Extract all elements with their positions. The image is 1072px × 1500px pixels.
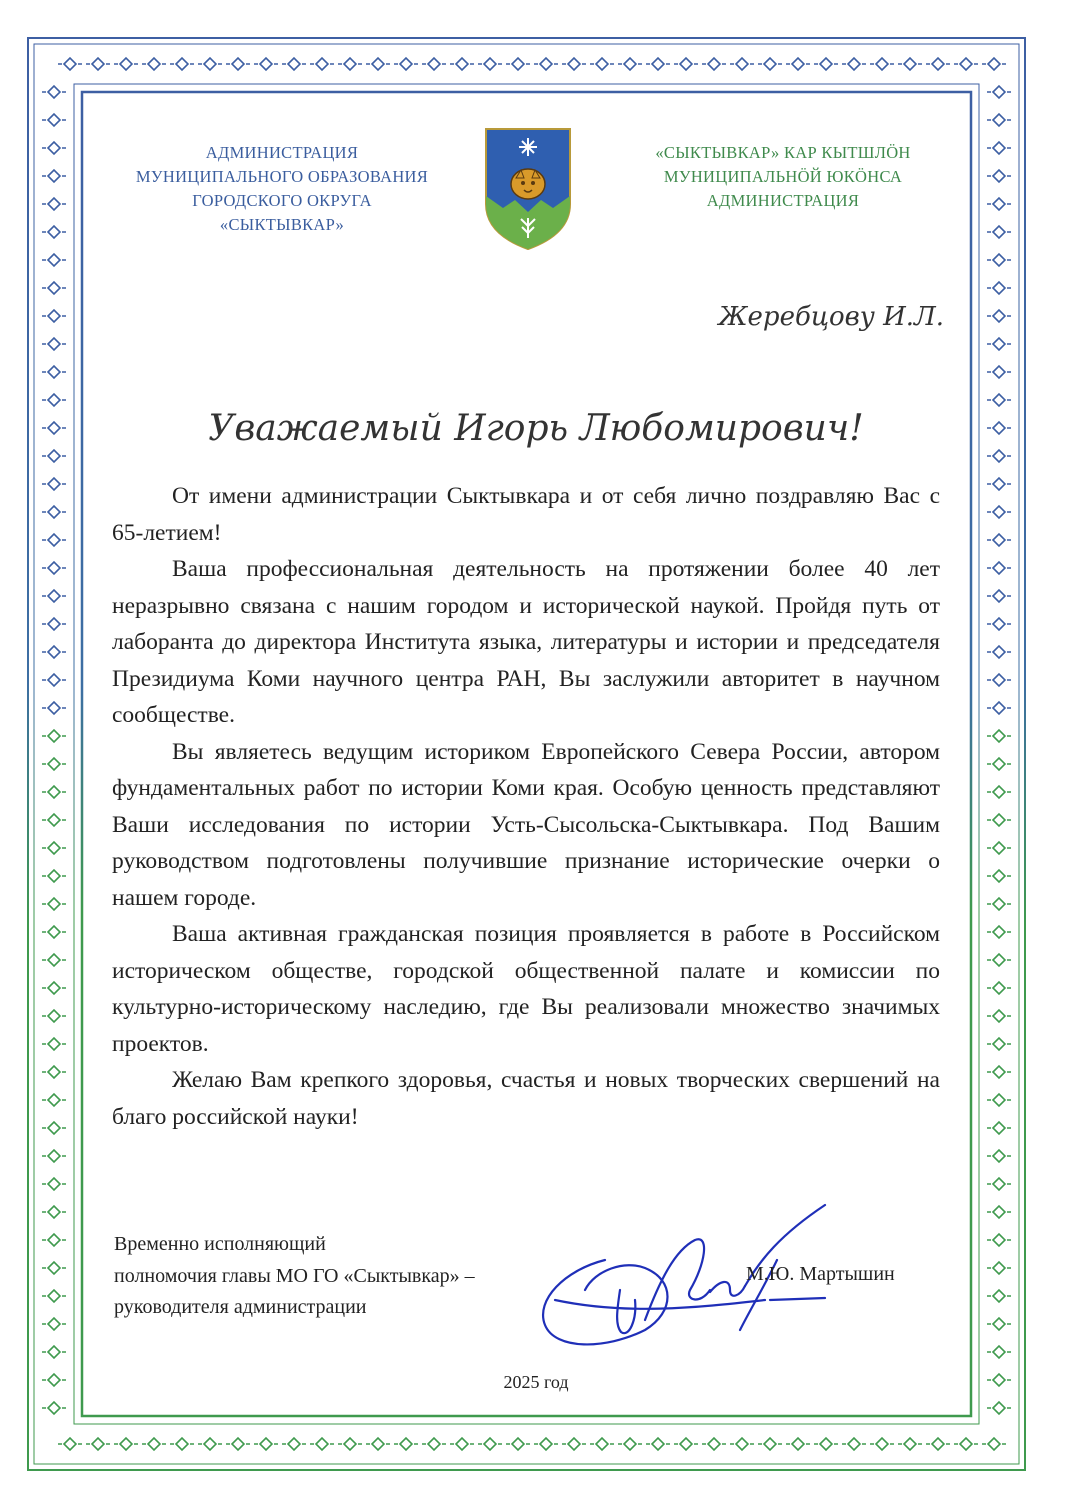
border-ornament-motif — [926, 1438, 950, 1450]
border-ornament-motif — [42, 926, 66, 938]
border-ornament-motif — [42, 618, 66, 630]
border-ornament-motif — [114, 1438, 138, 1450]
border-ornament-motif — [58, 1438, 82, 1450]
border-ornament-motif — [987, 926, 1011, 938]
border-ornament-motif — [987, 394, 1011, 406]
border-ornament-motif — [758, 58, 782, 70]
border-ornament-motif — [702, 1438, 726, 1450]
border-ornament-motif — [814, 58, 838, 70]
border-ornament-motif — [758, 1438, 782, 1450]
border-ornament-motif — [786, 58, 810, 70]
handwritten-signature — [525, 1200, 835, 1380]
border-ornament-motif — [987, 170, 1011, 182]
border-ornament-motif — [590, 58, 614, 70]
signatory-title-line: руководителя администрации — [114, 1296, 367, 1318]
border-ornament-motif — [282, 58, 306, 70]
border-ornament-motif — [42, 786, 66, 798]
border-ornament-motif — [987, 786, 1011, 798]
border-ornament-motif — [987, 310, 1011, 322]
header-komi-line: МУНИЦИПАЛЬНÖЙ ЮКÖНСА — [663, 167, 903, 186]
border-ornament-motif — [814, 1438, 838, 1450]
border-ornament-motif — [987, 1206, 1011, 1218]
border-ornament-motif — [86, 1438, 110, 1450]
border-ornament-motif — [42, 478, 66, 490]
signatory-title-line: Временно исполняющий — [114, 1233, 326, 1255]
border-ornament-motif — [987, 618, 1011, 630]
border-ornament-motif — [310, 58, 334, 70]
border-ornament-motif — [987, 254, 1011, 266]
border-ornament-motif — [450, 58, 474, 70]
border-ornament-motif — [987, 534, 1011, 546]
border-ornament-motif — [987, 1234, 1011, 1246]
border-ornament-motif — [42, 226, 66, 238]
border-ornament-motif — [674, 1438, 698, 1450]
border-ornament-motif — [590, 1438, 614, 1450]
letter-body — [112, 478, 940, 1135]
border-ornament-motif — [987, 842, 1011, 854]
border-ornament-motif — [170, 58, 194, 70]
border-ornament-motif — [506, 58, 530, 70]
border-ornament-motif — [987, 1346, 1011, 1358]
body-paragraph: Вы являетесь ведущим историком Европейского Севера России, автором фундаментальных работ по истории Коми края. Особую ценность представляют Ваши исследования по истории Усть-Сысольска-Сыктывкара. Под Вашим руководством подготовлены получившие признание исторические очерки о нашем городе. — [112, 738, 940, 911]
border-ornament-motif — [618, 58, 642, 70]
border-ornament-motif — [987, 590, 1011, 602]
body-paragraph: Желаю Вам крепкого здоровья, счастья и новых творческих свершений на благо российской науки! — [112, 1067, 940, 1130]
border-ornament-motif — [987, 646, 1011, 658]
border-ornament-motif — [282, 1438, 306, 1450]
border-ornament-motif — [987, 898, 1011, 910]
border-ornament-motif — [42, 1150, 66, 1162]
border-ornament-motif — [42, 646, 66, 658]
border-ornament-motif — [954, 58, 978, 70]
border-ornament-motif — [987, 86, 1011, 98]
header-komi-line: АДМИНИСТРАЦИЯ — [706, 191, 860, 210]
addressee: Жеребцову И.Л. — [718, 302, 944, 332]
border-ornament-motif — [42, 450, 66, 462]
border-ornament-motif — [987, 702, 1011, 714]
border-ornament-motif — [870, 58, 894, 70]
border-ornament-motif — [366, 1438, 390, 1450]
border-ornament-motif — [842, 58, 866, 70]
border-ornament-motif — [987, 562, 1011, 574]
border-ornament-motif — [926, 58, 950, 70]
border-ornament-motif — [42, 982, 66, 994]
border-ornament-motif — [987, 954, 1011, 966]
border-ornament-motif — [987, 450, 1011, 462]
border-ornament-motif — [506, 1438, 530, 1450]
border-ornament-motif — [42, 730, 66, 742]
border-ornament-motif — [478, 1438, 502, 1450]
border-ornament-motif — [42, 1038, 66, 1050]
border-ornament-motif — [58, 58, 82, 70]
border-ornament-motif — [702, 58, 726, 70]
border-ornament-motif — [42, 310, 66, 322]
border-ornament-motif — [394, 58, 418, 70]
signatory-name: М.Ю. Мартышин — [746, 1263, 895, 1285]
border-ornament-motif — [842, 1438, 866, 1450]
border-ornament-motif — [987, 226, 1011, 238]
border-ornament-motif — [987, 1038, 1011, 1050]
border-ornament-motif — [42, 534, 66, 546]
border-ornament-motif — [674, 58, 698, 70]
border-ornament-motif — [366, 58, 390, 70]
coat-of-arms-icon — [483, 126, 573, 252]
border-ornament-motif — [987, 1318, 1011, 1330]
border-ornament-motif — [86, 58, 110, 70]
border-ornament-motif — [987, 1122, 1011, 1134]
border-ornament-motif — [42, 590, 66, 602]
border-ornament-motif — [646, 1438, 670, 1450]
border-ornament-motif — [987, 142, 1011, 154]
header-organization-komi — [628, 141, 938, 213]
border-ornament-motif — [42, 758, 66, 770]
border-ornament-motif — [898, 58, 922, 70]
border-ornament-motif — [42, 1066, 66, 1078]
border-ornament-motif — [42, 254, 66, 266]
border-ornament-motif — [42, 338, 66, 350]
border-ornament-motif — [987, 506, 1011, 518]
border-ornament-motif — [987, 674, 1011, 686]
border-ornament-motif — [42, 1122, 66, 1134]
border-ornament-motif — [987, 198, 1011, 210]
border-ornament-motif — [42, 898, 66, 910]
salutation: Уважаемый Игорь Любомирович! — [208, 408, 864, 449]
border-ornament-motif — [142, 1438, 166, 1450]
border-ornament-motif — [987, 982, 1011, 994]
border-ornament-motif — [42, 1318, 66, 1330]
signatory-title — [114, 1229, 475, 1324]
border-ornament-motif — [42, 814, 66, 826]
border-ornament-motif — [982, 58, 1006, 70]
border-ornament-motif — [42, 1262, 66, 1274]
border-ornament-motif — [987, 1094, 1011, 1106]
border-ornament-motif — [898, 1438, 922, 1450]
header-ru-line: АДМИНИСТРАЦИЯ — [205, 143, 359, 162]
border-ornament-motif — [534, 1438, 558, 1450]
border-ornament-motif — [987, 1290, 1011, 1302]
letter-year: 2025 год — [503, 1372, 569, 1392]
border-ornament-motif — [987, 366, 1011, 378]
border-ornament-motif — [987, 114, 1011, 126]
border-ornament-motif — [987, 1010, 1011, 1022]
border-ornament-motif — [987, 1178, 1011, 1190]
border-ornament-motif — [987, 1150, 1011, 1162]
border-ornament-motif — [42, 142, 66, 154]
border-ornament-motif — [42, 1206, 66, 1218]
body-paragraph: Ваша активная гражданская позиция проявляется в работе в Российском историческом обществе, городской общественной палате и комиссии по культурно-историческому наследию, где Вы реализовали множество значимых проектов. — [112, 921, 940, 1057]
border-ornament-motif — [987, 338, 1011, 350]
border-ornament-motif — [42, 870, 66, 882]
border-ornament-motif — [42, 1010, 66, 1022]
border-ornament-motif — [310, 1438, 334, 1450]
border-ornament-motif — [42, 702, 66, 714]
header-ru-line: ГОРОДСКОГО ОКРУГА — [192, 191, 372, 210]
border-ornament-motif — [142, 58, 166, 70]
border-ornament-motif — [987, 1066, 1011, 1078]
border-ornament-motif — [422, 1438, 446, 1450]
border-ornament-motif — [987, 282, 1011, 294]
border-ornament-motif — [42, 1234, 66, 1246]
border-ornament-motif — [982, 1438, 1006, 1450]
border-ornament-motif — [42, 86, 66, 98]
border-ornament-motif — [226, 58, 250, 70]
border-ornament-motif — [42, 954, 66, 966]
border-ornament-motif — [730, 1438, 754, 1450]
body-paragraph: Ваша профессиональная деятельность на протяжении более 40 лет неразрывно связана с нашим городом и исторической наукой. Пройдя путь от лаборанта до директора Института языка, литературы и истории и председателя Президиума Коми научного центра РАН, Вы заслужили авторитет в научном сообществе. — [112, 556, 940, 728]
border-ornament-motif — [170, 1438, 194, 1450]
border-ornament-motif — [226, 1438, 250, 1450]
border-ornament-motif — [394, 1438, 418, 1450]
border-ornament-motif — [646, 58, 670, 70]
border-ornament-motif — [534, 58, 558, 70]
border-ornament-motif — [450, 1438, 474, 1450]
border-ornament-motif — [562, 1438, 586, 1450]
border-ornament-motif — [42, 114, 66, 126]
header-ru-line: МУНИЦИПАЛЬНОГО ОБРАЗОВАНИЯ — [135, 167, 429, 186]
border-ornament-motif — [42, 282, 66, 294]
border-ornament-motif — [42, 394, 66, 406]
border-ornament-motif — [42, 170, 66, 182]
border-ornament-motif — [198, 58, 222, 70]
border-ornament-motif — [42, 1094, 66, 1106]
border-ornament-motif — [987, 1262, 1011, 1274]
border-ornament-motif — [114, 58, 138, 70]
border-ornament-motif — [42, 562, 66, 574]
border-ornament-motif — [198, 1438, 222, 1450]
border-ornament-motif — [954, 1438, 978, 1450]
border-ornament-motif — [42, 674, 66, 686]
border-ornament-motif — [987, 1402, 1011, 1414]
border-ornament-motif — [42, 1290, 66, 1302]
border-ornament-motif — [42, 1178, 66, 1190]
border-ornament-motif — [338, 1438, 362, 1450]
signatory-title-line: полномочия главы МО ГО «Сыктывкар» – — [114, 1264, 475, 1287]
border-ornament-motif — [618, 1438, 642, 1450]
header-ru-line: «СЫКТЫВКАР» — [219, 215, 345, 234]
border-ornament-motif — [254, 58, 278, 70]
border-ornament-motif — [730, 58, 754, 70]
border-ornament-motif — [987, 870, 1011, 882]
border-ornament-motif — [786, 1438, 810, 1450]
body-paragraph: От имени администрации Сыктывкара и от себя лично поздравляю Вас с 65-летием! — [112, 483, 940, 546]
border-ornament-motif — [42, 366, 66, 378]
border-ornament-motif — [562, 58, 586, 70]
border-ornament-motif — [987, 758, 1011, 770]
border-ornament-motif — [42, 1346, 66, 1358]
border-ornament-motif — [42, 506, 66, 518]
border-ornament-motif — [254, 1438, 278, 1450]
border-ornament-motif — [987, 478, 1011, 490]
border-ornament-motif — [422, 58, 446, 70]
border-ornament-motif — [987, 730, 1011, 742]
header-komi-line: «СЫКТЫВКАР» КАР КЫТШЛÖН — [655, 143, 911, 162]
border-ornament-motif — [478, 58, 502, 70]
border-ornament-motif — [338, 58, 362, 70]
border-ornament-motif — [870, 1438, 894, 1450]
border-ornament-motif — [42, 1402, 66, 1414]
header-organization-ru — [112, 141, 452, 237]
border-ornament-motif — [42, 842, 66, 854]
border-ornament-motif — [42, 198, 66, 210]
border-ornament-motif — [987, 814, 1011, 826]
